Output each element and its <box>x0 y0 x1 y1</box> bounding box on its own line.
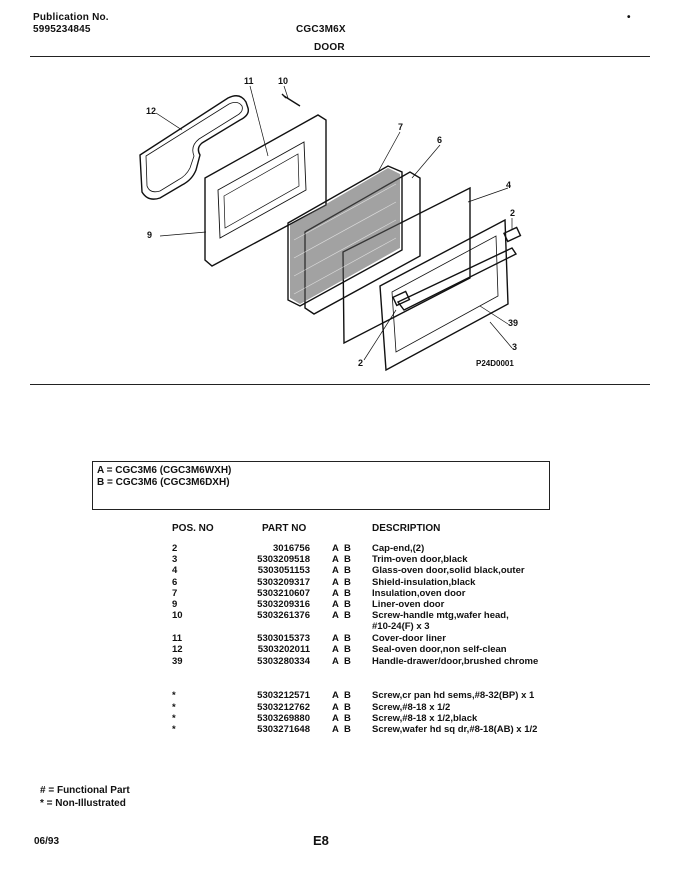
callout-39: 39 <box>508 318 519 328</box>
table-row <box>0 543 680 554</box>
cell-pos: 9 <box>172 599 178 610</box>
table-row <box>0 702 680 713</box>
cell-b: B <box>344 599 351 610</box>
cell-part: 5303209317 <box>257 577 310 588</box>
cell-part: 5303209518 <box>257 554 310 565</box>
cell-b: B <box>344 543 351 554</box>
cell-part: 5303051153 <box>257 565 310 576</box>
cell-b: B <box>344 724 351 735</box>
callout-9: 9 <box>147 230 153 240</box>
cell-desc: Insulation,oven door <box>372 588 466 599</box>
cell-pos: 39 <box>172 656 183 667</box>
diagram-rule <box>30 384 650 385</box>
cell-a: A <box>332 644 339 655</box>
cell-a: A <box>332 724 339 735</box>
cell-desc: Screw,#8-18 x 1/2,black <box>372 713 478 724</box>
table-row <box>0 621 680 632</box>
cell-b: B <box>344 554 351 565</box>
cell-a: A <box>332 713 339 724</box>
cell-a: A <box>332 656 339 667</box>
cell-b: B <box>344 702 351 713</box>
cell-b: B <box>344 713 351 724</box>
header-description: DESCRIPTION <box>372 523 441 534</box>
cell-b: B <box>344 588 351 599</box>
cell-desc: Trim-oven door,black <box>372 554 468 565</box>
cell-pos: * <box>172 713 176 724</box>
cell-pos: * <box>172 724 176 735</box>
callout-3: 3 <box>512 342 518 352</box>
cell-pos: 10 <box>172 610 183 621</box>
cell-b: B <box>344 633 351 644</box>
cell-desc: Handle-drawer/door,brushed chrome <box>372 656 539 667</box>
cell-b: B <box>344 644 351 655</box>
cell-part: 5303269880 <box>257 713 310 724</box>
cell-part: 5303210607 <box>257 588 310 599</box>
table-row <box>0 577 680 588</box>
cell-desc: Cover-door liner <box>372 633 446 644</box>
legend-a: A = CGC3M6 (CGC3M6WXH) <box>97 465 232 476</box>
cell-a: A <box>332 543 339 554</box>
table-row <box>0 633 680 644</box>
cell-desc: Screw,wafer hd sq dr,#8-18(AB) x 1/2 <box>372 724 538 735</box>
cell-part: 5303212571 <box>257 690 310 701</box>
cell-part: 5303280334 <box>257 656 310 667</box>
cell-a: A <box>332 588 339 599</box>
table-row <box>0 610 680 621</box>
cell-desc: Glass-oven door,solid black,outer <box>372 565 525 576</box>
publication-number: 5995234845 <box>33 24 91 35</box>
cell-desc: Liner-oven door <box>372 599 445 610</box>
seal-part <box>140 96 248 199</box>
cell-desc: Seal-oven door,non self-clean <box>372 644 507 655</box>
figure-code: P24D0001 <box>476 359 514 368</box>
cell-b: B <box>344 690 351 701</box>
cell-b: B <box>344 656 351 667</box>
cell-pos: 4 <box>172 565 178 576</box>
callout-10: 10 <box>278 76 289 86</box>
callout-6: 6 <box>437 135 443 145</box>
screw-part <box>282 94 300 106</box>
model-legend <box>92 461 550 510</box>
cell-b: B <box>344 577 351 588</box>
footer-date: 06/93 <box>34 836 60 847</box>
legend-b: B = CGC3M6 (CGC3M6DXH) <box>97 477 230 488</box>
footnote-non-illustrated: * = Non-Illustrated <box>40 798 126 809</box>
table-row <box>0 565 680 576</box>
cell-desc: #10-24(F) x 3 <box>372 621 430 632</box>
table-row <box>0 599 680 610</box>
page-number: E8 <box>313 833 329 848</box>
callout-11: 11 <box>244 76 254 86</box>
cell-b: B <box>344 565 351 576</box>
cell-a: A <box>332 554 339 565</box>
cell-a: A <box>332 633 339 644</box>
cell-pos: 11 <box>172 633 183 644</box>
cell-b: B <box>344 610 351 621</box>
section-title: DOOR <box>314 42 345 53</box>
footnote-functional: # = Functional Part <box>40 785 130 796</box>
header-rule <box>30 56 650 57</box>
model-number: CGC3M6X <box>296 24 346 35</box>
table-row <box>0 690 680 701</box>
cell-a: A <box>332 690 339 701</box>
callout-2b: 2 <box>358 358 364 368</box>
cell-a: A <box>332 577 339 588</box>
cell-part: 5303015373 <box>257 633 310 644</box>
cell-pos: * <box>172 690 176 701</box>
cell-a: A <box>332 565 339 576</box>
cell-desc: Screw,cr pan hd sems,#8-32(BP) x 1 <box>372 690 535 701</box>
cell-a: A <box>332 610 339 621</box>
publication-label: Publication No. <box>33 12 109 23</box>
door-exploded-diagram <box>0 60 680 380</box>
cell-desc: Screw,#8-18 x 1/2 <box>372 702 451 713</box>
table-row <box>0 656 680 667</box>
callout-12: 12 <box>146 106 157 116</box>
cell-pos: 3 <box>172 554 178 565</box>
table-row <box>0 713 680 724</box>
cell-part: 5303212762 <box>257 702 310 713</box>
cell-desc: Screw-handle mtg,wafer head, <box>372 610 509 621</box>
table-row <box>0 588 680 599</box>
table-row <box>0 554 680 565</box>
cell-desc: Cap-end,(2) <box>372 543 425 554</box>
cell-pos: 7 <box>172 588 178 599</box>
cell-part: 5303261376 <box>257 610 310 621</box>
cell-part: 5303202011 <box>257 644 310 655</box>
cell-desc: Shield-insulation,black <box>372 577 476 588</box>
cell-a: A <box>332 702 339 713</box>
callout-7: 7 <box>398 122 404 132</box>
table-row <box>0 644 680 655</box>
callout-2: 2 <box>510 208 516 218</box>
table-row <box>0 724 680 735</box>
cell-a: A <box>332 599 339 610</box>
header-part-no: PART NO <box>262 523 307 534</box>
cell-part: 5303209316 <box>257 599 310 610</box>
cell-part: 5303271648 <box>257 724 310 735</box>
header-pos-no: POS. NO <box>172 523 214 534</box>
corner-mark: • <box>627 12 631 23</box>
cell-part: 3016756 <box>273 543 310 554</box>
cell-pos: * <box>172 702 176 713</box>
cell-pos: 12 <box>172 644 183 655</box>
callout-4: 4 <box>506 180 512 190</box>
cell-pos: 2 <box>172 543 178 554</box>
cell-pos: 6 <box>172 577 178 588</box>
